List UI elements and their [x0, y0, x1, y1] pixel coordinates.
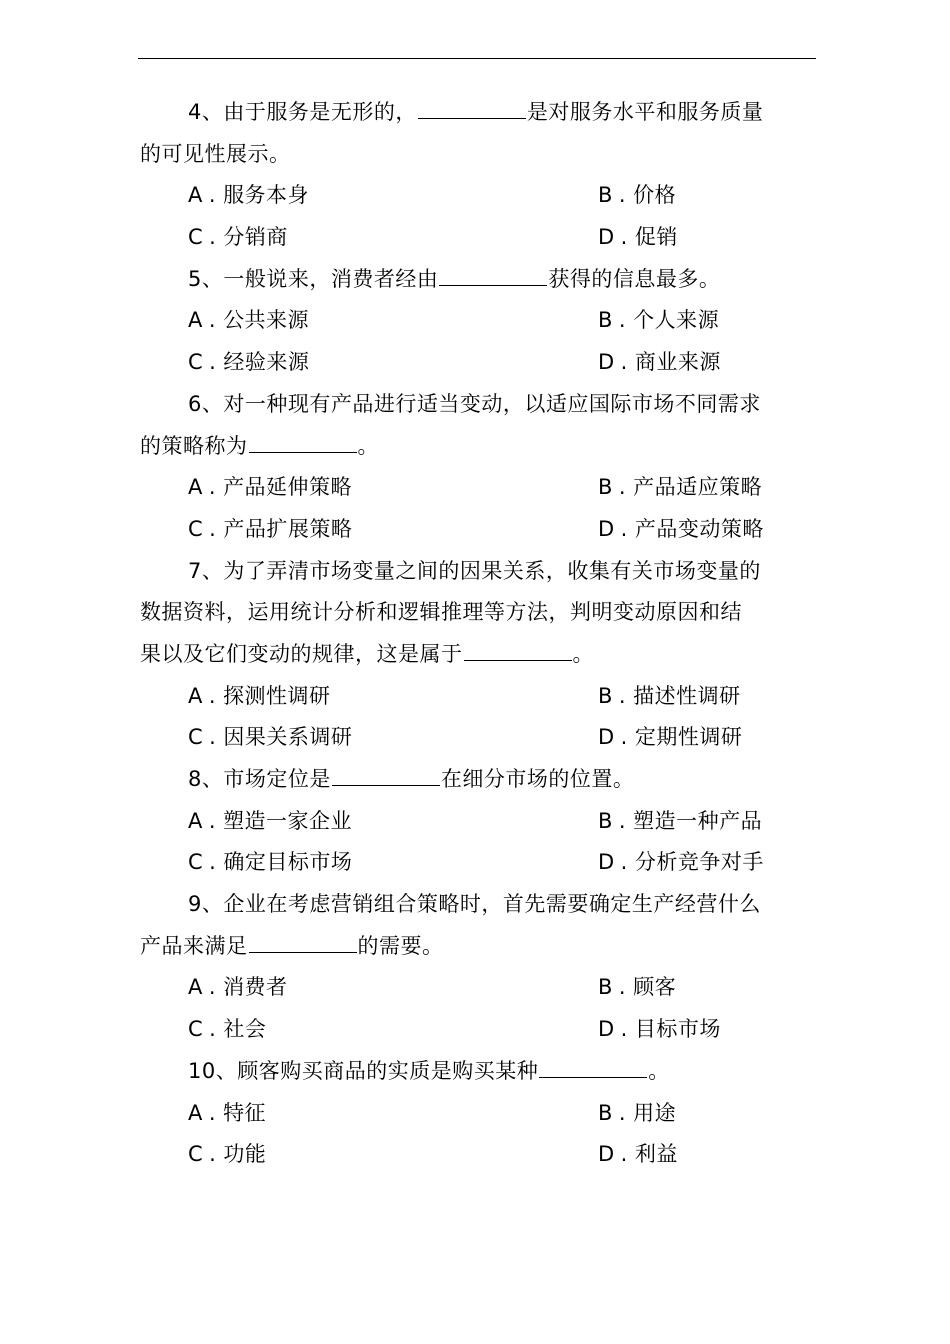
answer-blank: [418, 117, 526, 119]
question-number: 8、: [188, 767, 224, 791]
option-a: A . 塑造一家企业: [188, 808, 353, 833]
question-text: 在细分市场的位置。: [440, 767, 635, 791]
question-text: 。: [572, 641, 594, 666]
option-b: B . 塑造一种产品: [598, 808, 763, 833]
question-text: 市场定位是: [223, 767, 331, 791]
header-rule: [138, 58, 816, 59]
option-d: D . 定期性调研: [598, 725, 743, 750]
options-row: [140, 467, 816, 509]
question-number: 4、: [188, 100, 224, 124]
option-c: C . 社会: [188, 1017, 267, 1042]
answer-blank: [249, 451, 357, 453]
option-d: D . 分析竞争对手: [598, 850, 764, 875]
answer-blank: [332, 784, 440, 786]
question-text: 顾客购买商品的实质是购买某种: [237, 1058, 539, 1083]
option-a: A . 公共来源: [188, 308, 310, 333]
question-7-stem-cont: [140, 592, 816, 634]
options-row: [140, 175, 816, 217]
options-row: [140, 676, 816, 718]
options-row: [140, 1134, 816, 1176]
option-a: A . 探测性调研: [188, 683, 331, 708]
question-9-stem: [140, 884, 816, 926]
option-b: B . 价格: [598, 183, 677, 208]
option-c: C . 功能: [188, 1142, 267, 1167]
question-4-stem-cont: [140, 134, 816, 176]
question-text: 果以及它们变动的规律，这是属于: [140, 641, 463, 666]
question-number: 5、: [188, 266, 224, 291]
options-row: [140, 1093, 816, 1135]
question-number: 10、: [188, 1058, 238, 1083]
question-number: 9、: [188, 892, 224, 917]
option-b: B . 个人来源: [598, 308, 720, 333]
question-text: 为了弄清市场变量之间的因果关系，收集有关市场变量的: [223, 558, 761, 583]
answer-blank: [249, 951, 357, 953]
options-row: [140, 717, 816, 759]
options-row: [140, 967, 816, 1009]
answer-blank: [464, 659, 572, 661]
question-10-stem: [140, 1051, 816, 1093]
question-text: 的策略称为: [140, 433, 248, 458]
options-row: [140, 801, 816, 843]
option-d: D . 促销: [598, 225, 678, 250]
question-number: 7、: [188, 558, 224, 583]
option-c: C . 经验来源: [188, 350, 310, 375]
option-c: C . 分销商: [188, 225, 288, 250]
options-row: [140, 217, 816, 259]
question-text: 是对服务水平和服务质量: [526, 100, 764, 124]
answer-blank: [439, 284, 547, 286]
options-row: [140, 1009, 816, 1051]
question-8-stem: [140, 759, 816, 801]
question-text: 。: [648, 1058, 670, 1083]
question-text: 产品来满足: [140, 933, 248, 958]
question-text: 的可见性展示。: [140, 141, 291, 166]
question-7-stem: [140, 551, 816, 593]
option-d: D . 产品变动策略: [598, 516, 764, 541]
question-text: 一般说来，消费者经由: [223, 266, 439, 291]
option-d: D . 利益: [598, 1142, 678, 1167]
question-6-stem: [140, 384, 816, 426]
option-d: D . 商业来源: [598, 350, 721, 375]
option-c: C . 确定目标市场: [188, 850, 353, 875]
option-b: B . 顾客: [598, 975, 677, 1000]
question-text: 的需要。: [357, 933, 444, 958]
question-6-stem-cont: [140, 426, 816, 468]
answer-blank: [539, 1076, 647, 1078]
options-row: [140, 509, 816, 551]
question-text: 由于服务是无形的，: [223, 100, 417, 124]
question-list: [140, 92, 816, 1176]
option-b: B . 描述性调研: [598, 683, 741, 708]
question-text: 企业在考虑营销组合策略时，首先需要确定生产经营什么: [223, 892, 761, 917]
option-c: C . 产品扩展策略: [188, 516, 353, 541]
option-b: B . 产品适应策略: [598, 475, 763, 500]
option-a: A . 消费者: [188, 975, 288, 1000]
option-a: A . 服务本身: [188, 183, 310, 208]
option-b: B . 用途: [598, 1100, 677, 1125]
options-row: [140, 342, 816, 384]
options-row: [140, 842, 816, 884]
question-text: 获得的信息最多。: [548, 266, 721, 291]
question-text: 。: [357, 433, 379, 458]
options-row: [140, 300, 816, 342]
option-a: A . 特征: [188, 1100, 267, 1125]
question-5-stem: [140, 259, 816, 301]
option-a: A . 产品延伸策略: [188, 475, 353, 500]
question-7-stem-cont: [140, 634, 816, 676]
question-text: 对一种现有产品进行适当变动，以适应国际市场不同需求: [223, 391, 761, 416]
question-number: 6、: [188, 391, 224, 416]
option-c: C . 因果关系调研: [188, 725, 353, 750]
question-text: 数据资料，运用统计分析和逻辑推理等方法，判明变动原因和结: [140, 600, 742, 625]
question-9-stem-cont: [140, 926, 816, 968]
option-d: D . 目标市场: [598, 1017, 721, 1042]
question-4-stem: [140, 92, 816, 134]
